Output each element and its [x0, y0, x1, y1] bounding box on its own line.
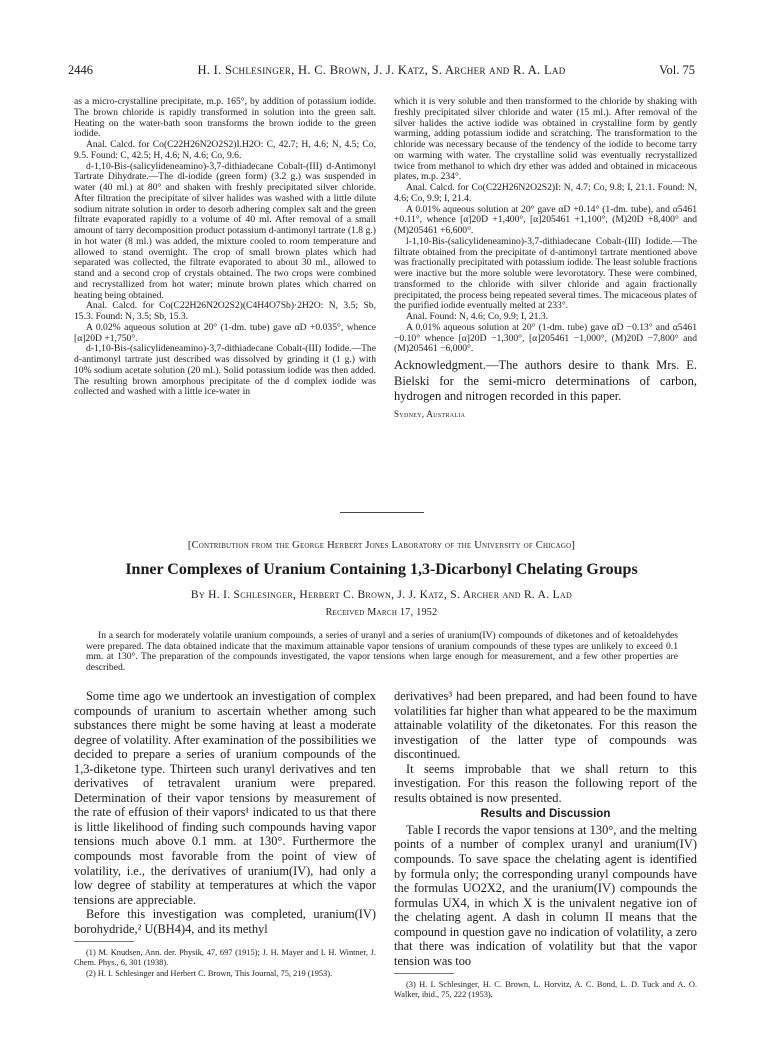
abstract	[86, 631, 678, 673]
analysis-paragraph: Anal. Calcd. for Co(C22H26N2O2S2)(C4H4O7Sb)·2H2O: N, 3.5; Sb, 15.3. Found: N, 3.5; Sb, 15.3.	[74, 300, 376, 322]
paragraph: Before this investigation was completed, uranium(IV) borohydride,² U(BH4)4, and its methyl	[74, 907, 376, 936]
paragraph: Some time ago we undertook an investigation of complex compounds of uranium to ascertain whether among such substances there might be some having at least a moderate degree of volatility. After examination of the possibilities we decided to prepare a series of uranium compounds of the 1,3-diketone type. Thirteen such uranyl derivatives and ten derivatives of tetravalent uranium were prepared. Determination of their vapor tensions by measurement of the rate of effusion of their vapors¹ indicated to us that there is little likelihood of finding such compounds having vapor tensions much above 0.1 mm. at 130°. Furthermore the compounds most favorable from the point of view of volatility, i.e., the derivatives of uranium(IV), had only a low degree of stability at temperatures at which the vapor tensions are appreciable.	[74, 689, 376, 907]
footnote: (1) M. Knudsen, Ann. der. Physik, 47, 697 (1915); J. H. Mayer and I. H. Wintner, J. Chem. Phys., 6, 301 (1938).	[74, 948, 376, 968]
paragraph: derivatives³ had been prepared, and had been found to have volatilities far higher than what appeared to be the maximum attainable volatility of the diketonates. For this reason the investigation of the latter type of compounds was discontinued.	[394, 689, 697, 762]
separator-rule	[340, 512, 424, 513]
paragraph: It seems improbable that we shall return to this investigation. For this reason the following report of the results obtained is now presented.	[394, 761, 697, 805]
page-number: 2446	[68, 63, 93, 77]
analysis-paragraph: Anal. Found: N, 4.6; Co, 9.9; I, 21.3.	[406, 311, 549, 322]
running-authors: H. I. Schlesinger, H. C. Brown, J. J. Katz, S. Archer and R. A. Lad	[197, 63, 566, 77]
analysis-paragraph: Anal. Calcd. for Co(C22H26N2O2S2)I: N, 4.7; Co, 9.8; I, 21.1. Found: N, 4.6; Co, 9.9; I, 21.4.	[394, 182, 697, 204]
footnote: (3) H. I. Schlesinger, H. C. Brown, L. Horvitz, A. C. Bond, L. D. Tuck and A. O. Walker, ibid., 75, 222 (1953).	[394, 980, 697, 1000]
paragraph: l-1,10-Bis-(salicylideneamino)-3,7-dithiadecane Cobalt-(III) Iodide.—The filtrate obtained from the precipitate of d-antimonyl tartrate mentioned above was fractionally precipitated with potassium iodide. The least soluble fractions were inactive but the more soluble were levorotatory. These were combined, transformed to the chloride with silver chloride and again fractionally precipitated, the process being repeated several times. The micaceous plates of the purified iodide eventually melted at 233°.	[394, 235, 697, 312]
acknowledgment: Acknowledgment.—The authors desire to thank Mrs. E. Bielski for the semi-micro determinations of carbon, hydrogen and nitrogen recorded in this paper.	[394, 358, 697, 404]
contribution-line: [Contribution from the George Herbert Jones Laboratory of the University of Chicago]	[187, 540, 576, 551]
footnote-rule	[74, 941, 134, 942]
paragraph: d-1,10-Bis-(salicylideneamino)-3,7-dithiadecane Cobalt-(III) Iodide.—The d-antimonyl tartrate just described was dissolved by grinding it (1 g.) with 10% sodium acetate solution (20 ml.). Solid potassium iodide was then added. The resulting brown amorphous precipitate of the d complex iodide was collected and washed with a little ice-water in	[74, 343, 376, 398]
right-column-previous-article	[394, 97, 697, 420]
footnote: (2) H. I. Schlesinger and Herbert C. Brown, This Journal, 75, 219 (1953).	[86, 969, 333, 979]
article-title: Inner Complexes of Uranium Containing 1,3-Dicarbonyl Chelating Groups	[125, 561, 638, 578]
running-header	[0, 63, 763, 83]
rotation-paragraph: A 0.02% aqueous solution at 20° (1-dm. tube) gave αD +0.035°, whence [α]20D +1,750°.	[74, 321, 376, 344]
analysis-paragraph: Anal. Calcd. for Co(C22H26N2O2S2)I.H2O: C, 42.7; H, 4.6; N, 4.5; Co, 9.5. Found: C, 42.5; H, 4.6; N, 4.6; Co, 9.6.	[74, 139, 376, 161]
paragraph: d-1,10-Bis-(salicylideneamino)-3,7-dithiadecane Cobalt-(III) d-Antimonyl Tartrate Dihydrate.—The dl-iodide (green form) (3.2 g.) was suspended in water (40 ml.) at 80° and shaken with freshly precipitated silver chloride. After filtration the precipitate of silver halides was washed with a little dilute sodium nitrate solution in order to desorb adhering complex salt and the green filtrate evaporated rapidly to a volume of 40 ml. After removal of a small amount of tarry decomposition product potassium d-antimonyl tartrate (1.8 g.) in hot water (8 ml.) was added, the mixture cooled to room temperature and allowed to stand overnight. The crop of small brown plates which had separated was collected, the filtrate evaporated to about 30 ml., allowed to stand and a second crop of crystals obtained. The two crops were combined and recrystallized from hot water; minute brown plates which charred on heating being obtained.	[74, 160, 376, 301]
byline: By H. I. Schlesinger, Herbert C. Brown, J. J. Katz, S. Archer and R. A. Lad	[190, 589, 573, 601]
left-column-previous-article	[74, 97, 376, 398]
rotation-paragraph: A 0.01% aqueous solution at 20° (1-dm. tube) gave αD −0.13° and α5461 −0.10° whence [α]20D −1,300°, [α]205461 −1,000°, (M)20D −7,800° and (M)205461 −6,000°.	[394, 321, 697, 355]
volume: Vol. 75	[659, 63, 695, 77]
footnote-rule	[394, 973, 454, 974]
body-right-column	[394, 689, 697, 1000]
location: Sydney, Australia	[394, 408, 466, 419]
abstract-text: In a search for moderately volatile uranium compounds, a series of uranyl and a series of uranium(IV) compounds of diketones and of ketoaldehydes were prepared. The data obtained indicate that the maximum attainable vapor tensions of uranium compounds of these types are unlikely to exceed 0.1 mm. at 130°. The preparation of the compounds investigated, the vapor tensions when large enough for measurement, and a few other properties are described.	[86, 630, 678, 673]
paragraph: which it is very soluble and then transformed to the chloride by shaking with freshly precipitated silver chloride and water (15 ml.). After removal of the silver halides the active iodide was obtained in crystalline form by gently warming, adding potassium iodide and scratching. The transformation to the chloride was necessary because of the tendency of the iodide to become tarry on warming with water. The crystalline solid was eventually recrystallized twice from methanol to which dry ether was added and obtained in micaceous plates, m.p. 234°.	[394, 96, 697, 183]
paragraph: Table I records the vapor tensions at 130°, and the melting points of a number of complex uranyl and uranium(IV) compounds. To save space the chelating agent is identified by formula only; the corresponding uranyl compounds have the formulas UO2X2, and the uranium(IV) compounds the formulas UX4, in which X is the univalent negative ion of the chelating agent. A dash in column II means that the compound in question gave no indication of volatility, a zero that there was indication of volatility but that the vapor tension was too	[394, 822, 697, 968]
rotation-paragraph: A 0.01% aqueous solution at 20° gave αD +0.14° (1-dm. tube), and α5461 +0.11°, whence [α]20D +1,400°, [α]205461 +1,100°, (M)20D +8,400° and (M)205461 +6,600°.	[394, 203, 697, 236]
section-heading: Results and Discussion	[480, 808, 611, 821]
body-left-column	[74, 689, 376, 979]
paragraph: as a micro-crystalline precipitate, m.p. 165°, by addition of potassium iodide. The brown chloride is rapidly transformed in solution into the green salt. Heating on the water-bath soon transforms the brown iodide to the green iodide.	[74, 96, 376, 140]
received-date: Received March 17, 1952	[325, 607, 438, 618]
